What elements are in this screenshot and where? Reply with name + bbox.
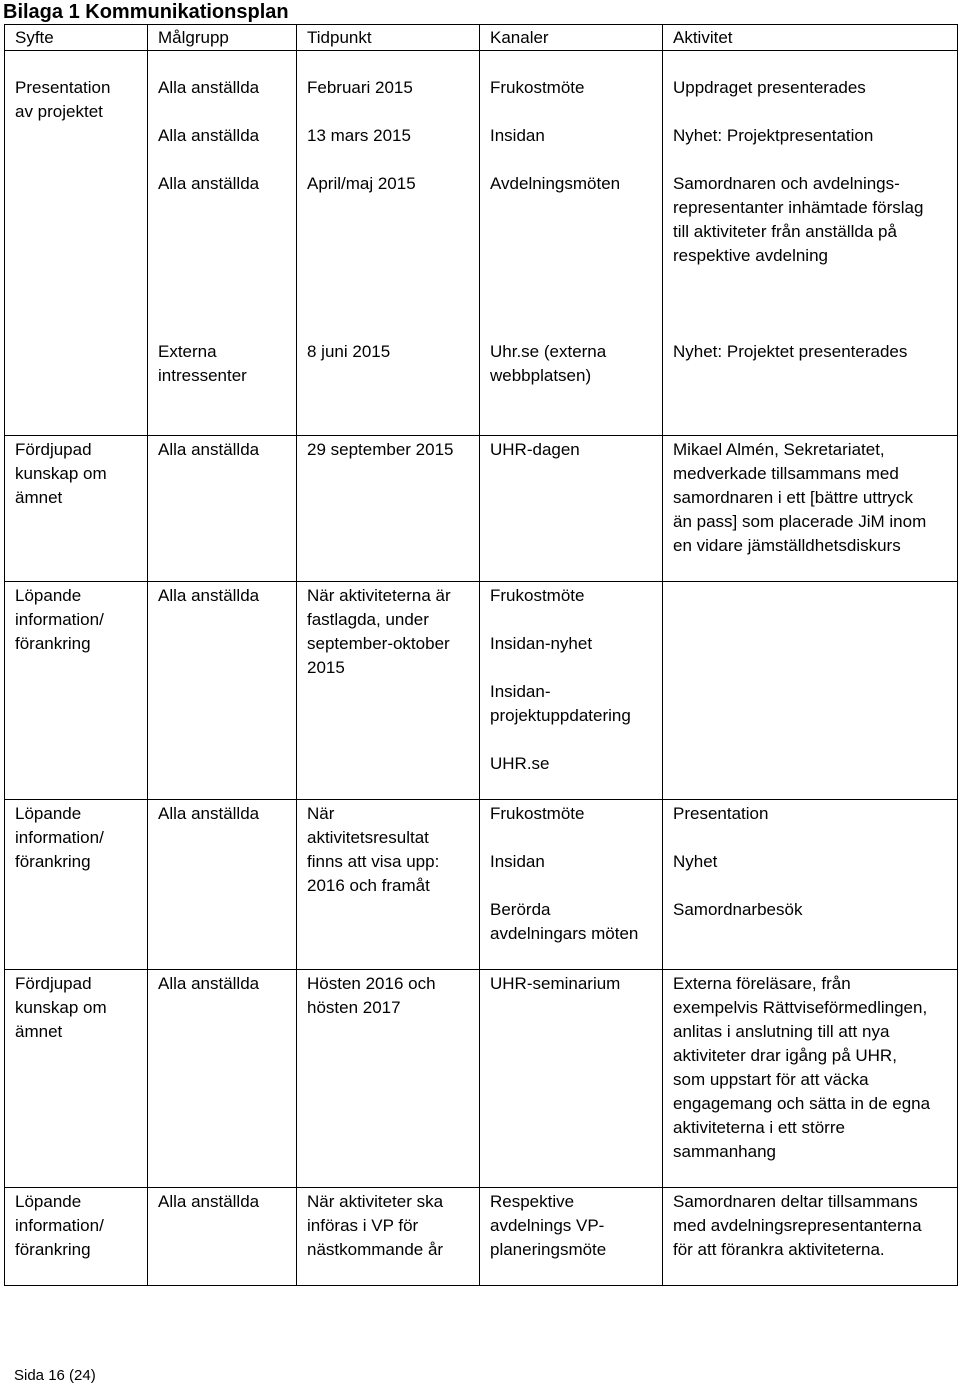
table-row <box>5 1188 958 1286</box>
cell-syfte: Löpande information/ förankring <box>5 1188 148 1286</box>
cell-syfte: Löpande information/ förankring <box>5 800 148 970</box>
cell-kanaler: UHR-dagen <box>480 436 663 582</box>
cell-tidpunkt: Hösten 2016 och hösten 2017 <box>297 970 480 1188</box>
cell-malgrupp: Alla anställda <box>148 582 297 800</box>
header-tidpunkt: Tidpunkt <box>297 25 480 51</box>
header-aktivitet: Aktivitet <box>663 25 958 51</box>
cell-tidpunkt: Februari 2015 13 mars 2015 April/maj 2015 8 juni 2015 <box>297 51 480 436</box>
table-row <box>5 436 958 582</box>
cell-aktivitet <box>663 582 958 800</box>
cell-kanaler: UHR-seminarium <box>480 970 663 1188</box>
cell-syfte: Fördjupad kunskap om ämnet <box>5 970 148 1188</box>
cell-aktivitet: Mikael Almén, Sekretariatet, medverkade tillsammans med samordnaren i ett [bättre uttryck än pass] som placerade JiM inom en vidare jämställdhetsdiskurs <box>663 436 958 582</box>
table-row <box>5 51 958 436</box>
table-row <box>5 582 958 800</box>
cell-tidpunkt: När aktivitetsresultat finns att visa upp: 2016 och framåt <box>297 800 480 970</box>
communication-plan-table <box>4 24 958 1286</box>
cell-aktivitet: Uppdraget presenterades Nyhet: Projektpresentation Samordnaren och avdelnings- representanter inhämtade förslag till aktiviteter från anställda på respektive avdelning Nyhet: Projektet presenterades <box>663 51 958 436</box>
header-malgrupp: Målgrupp <box>148 25 297 51</box>
table-row <box>5 800 958 970</box>
cell-tidpunkt: 29 september 2015 <box>297 436 480 582</box>
cell-aktivitet: Externa föreläsare, från exempelvis Rättviseförmedlingen, anlitas i anslutning till att nya aktiviteter drar igång på UHR, som uppstart för att väcka engagemang och sätta in de egna aktiviteterna i ett större sammanhang <box>663 970 958 1188</box>
cell-aktivitet: Presentation Nyhet Samordnarbesök <box>663 800 958 970</box>
cell-kanaler: Frukostmöte Insidan Avdelningsmöten Uhr.se (externa webbplatsen) <box>480 51 663 436</box>
cell-malgrupp: Alla anställda Alla anställda Alla anställda Externa intressenter <box>148 51 297 436</box>
table-header-row <box>5 25 958 51</box>
cell-syfte: Löpande information/ förankring <box>5 582 148 800</box>
cell-tidpunkt: När aktiviteter ska införas i VP för nästkommande år <box>297 1188 480 1286</box>
cell-kanaler: Frukostmöte Insidan Berörda avdelningars möten <box>480 800 663 970</box>
header-kanaler: Kanaler <box>480 25 663 51</box>
cell-kanaler: Respektive avdelnings VP- planeringsmöte <box>480 1188 663 1286</box>
page-title: Bilaga 1 Kommunikationsplan <box>3 1 289 23</box>
cell-kanaler: Frukostmöte Insidan-nyhet Insidan- projektuppdatering UHR.se <box>480 582 663 800</box>
cell-aktivitet: Samordnaren deltar tillsammans med avdelningsrepresentanterna för att förankra aktiviteterna. <box>663 1188 958 1286</box>
cell-malgrupp: Alla anställda <box>148 970 297 1188</box>
page-number: Sida 16 (24) <box>14 1367 96 1384</box>
cell-tidpunkt: När aktiviteterna är fastlagda, under september-oktober 2015 <box>297 582 480 800</box>
cell-malgrupp: Alla anställda <box>148 436 297 582</box>
table-row <box>5 970 958 1188</box>
cell-syfte: Fördjupad kunskap om ämnet <box>5 436 148 582</box>
cell-malgrupp: Alla anställda <box>148 800 297 970</box>
cell-malgrupp: Alla anställda <box>148 1188 297 1286</box>
cell-syfte: Presentation av projektet <box>5 51 148 436</box>
header-syfte: Syfte <box>5 25 148 51</box>
